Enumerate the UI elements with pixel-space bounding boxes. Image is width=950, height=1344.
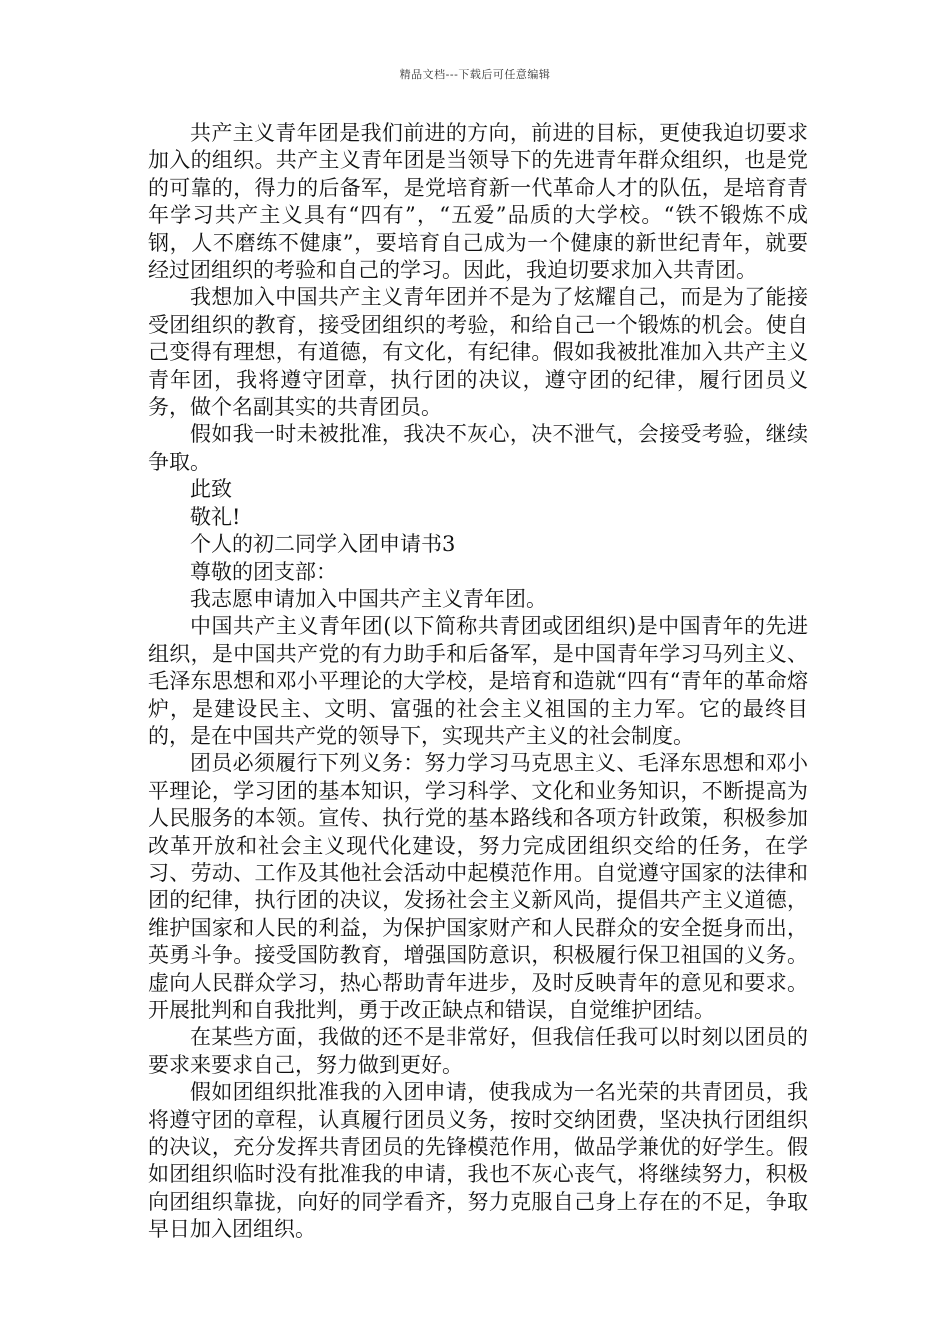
paragraph: 我想加入中国共产主义青年团并不是为了炫耀自己，而是为了能接受团组织的教育，接受团组织的考验，和给自己一个锻炼的机会。使自己变得有理想，有道德，有文化，有纪律。假如我被批准加入共产主义青年团，我将遵守团章，执行团的决议，遵守团的纪律，履行团员义务，做个名副其实的共青团员。 — [148, 285, 808, 420]
paragraph: 假如我一时未被批准，我决不灰心，决不泄气，会接受考验，继续争取。 — [148, 422, 808, 474]
paragraph: 共产主义青年团是我们前进的方向，前进的目标，更使我迫切要求加入的组织。共产主义青年团是当领导下的先进青年群众组织，也是党的可靠的，得力的后备军，是党培育新一代革命人才的队伍，是培育青年学习共产主义具有“四有”，“五爱”品质的大学校。“铁不锻炼不成钢，人不磨练不健康”，要培育自己成为一个健康的新世纪青年，就要经过团组织的考验和自己的学习。因此，我迫切要求加入共青团。 — [148, 121, 808, 283]
closing-salutation: 此致 — [190, 477, 232, 502]
document-body — [148, 120, 808, 1244]
application-statement: 我志愿申请加入中国共产主义青年团。 — [190, 586, 547, 611]
paragraph: 团员必须履行下列义务：努力学习马克思主义、毛泽东思想和邓小平理论，学习团的基本知识，学习科学、文化和业务知识，不断提高为人民服务的本领。宣传、执行党的基本路线和各项方针政策，积极参加改革开放和社会主义现代化建设，努力完成团组织交给的任务，在学习、劳动、工作及其他社会活动中起模范作用。自觉遵守国家的法律和团的纪律，执行团的决议，发扬社会主义新风尚，提倡共产主义道德，维护国家和人民的利益，为保护国家财产和人民群众的安全挺身而出，英勇斗争。接受国防教育，增强国防意识，积极履行保卫祖国的义务。虚向人民群众学习，热心帮助青年进步，及时反映青年的意见和要求。开展批判和自我批判，勇于改正缺点和错误，自觉维护团结。 — [148, 751, 808, 1022]
section-title: 个人的初二同学入团申请书3 — [190, 532, 456, 557]
greeting: 尊敬的团支部： — [190, 559, 337, 584]
closing-regards: 敬礼! — [190, 504, 241, 529]
paragraph: 中国共产主义青年团(以下简称共青团或团组织)是中国青年的先进组织，是中国共产党的有力助手和后备军，是中国青年学习马列主义、毛泽东思想和邓小平理论的大学校，是培育和造就“四有“青年的革命熔炉，是建设民主、文明、富强的社会主义祖国的主力军。它的最终目的，是在中国共产党的领导下，实现共产主义的社会制度。 — [148, 614, 808, 748]
paragraph: 假如团组织批准我的入团申请，使我成为一名光荣的共青团员，我将遵守团的章程，认真履行团员义务，按时交纳团费，坚决执行团组织的决议，充分发挥共青团员的先锋模范作用，做品学兼优的好学生。假如团组织临时没有批准我的申请，我也不灰心丧气，将继续努力，积极向团组织靠拢，向好的同学看齐，努力克服自己身上存在的不足，争取早日加入团组织。 — [148, 1080, 808, 1242]
page-header: 精品文档---下载后可任意编辑 — [399, 68, 551, 81]
paragraph: 在某些方面，我做的还不是非常好，但我信任我可以时刻以团员的要求来要求自己，努力做到更好。 — [148, 1025, 808, 1077]
